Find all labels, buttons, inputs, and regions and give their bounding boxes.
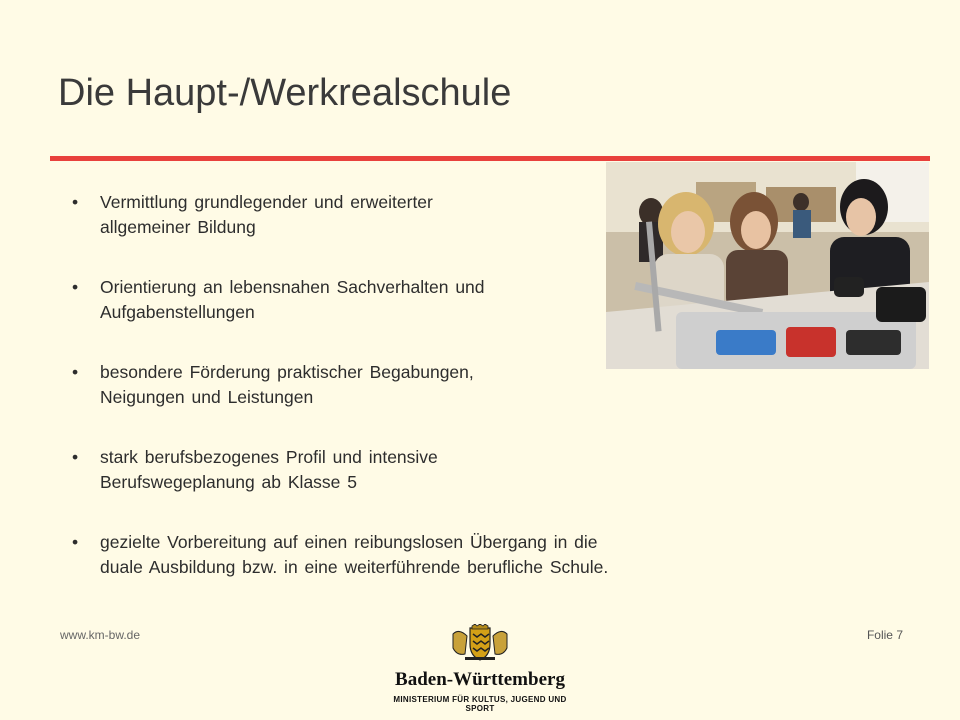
state-name: Baden-Württemberg	[395, 669, 565, 690]
classroom-photo	[606, 162, 929, 369]
bullet-item	[72, 530, 642, 580]
baden-wuerttemberg-logo	[380, 624, 580, 713]
bullet-list	[72, 190, 642, 615]
bullet-text: stark berufsbezogenes Profil und intensive Berufswegeplanung ab Klasse 5	[100, 447, 438, 492]
bullet-item	[72, 275, 642, 325]
bullet-item	[72, 445, 642, 495]
title-divider	[50, 156, 930, 161]
coat-of-arms-icon	[445, 624, 515, 662]
bullet-text: besondere Förderung praktischer Begabungen, Neigungen und Leistungen	[100, 362, 474, 407]
footer-website-link[interactable]: www.km-bw.de	[60, 628, 141, 642]
bullet-dot: •	[72, 277, 79, 297]
bullet-dot: •	[72, 447, 79, 467]
slide-number: Folie 7	[866, 628, 903, 642]
bullet-text: gezielte Vorbereitung auf einen reibungslosen Übergang in die duale Ausbildung bzw. in eine weiterführende berufliche Schule.	[100, 532, 609, 577]
bullet-dot: •	[72, 192, 79, 212]
bullet-text: Vermittlung grundlegender und erweiterter allgemeiner Bildung	[100, 192, 433, 237]
bullet-dot: •	[72, 362, 79, 382]
slide-title: Die Haupt-/Werkrealschule	[58, 72, 512, 114]
classroom-photo-illustration	[606, 162, 929, 369]
bullet-text: Orientierung an lebensnahen Sachverhalten und Aufgabenstellungen	[100, 277, 485, 322]
bullet-dot: •	[72, 532, 79, 552]
bullet-item	[72, 360, 642, 410]
bullet-item	[72, 190, 642, 240]
ministry-name: MINISTERIUM FÜR KULTUS, JUGEND UND SPORT	[393, 695, 567, 713]
